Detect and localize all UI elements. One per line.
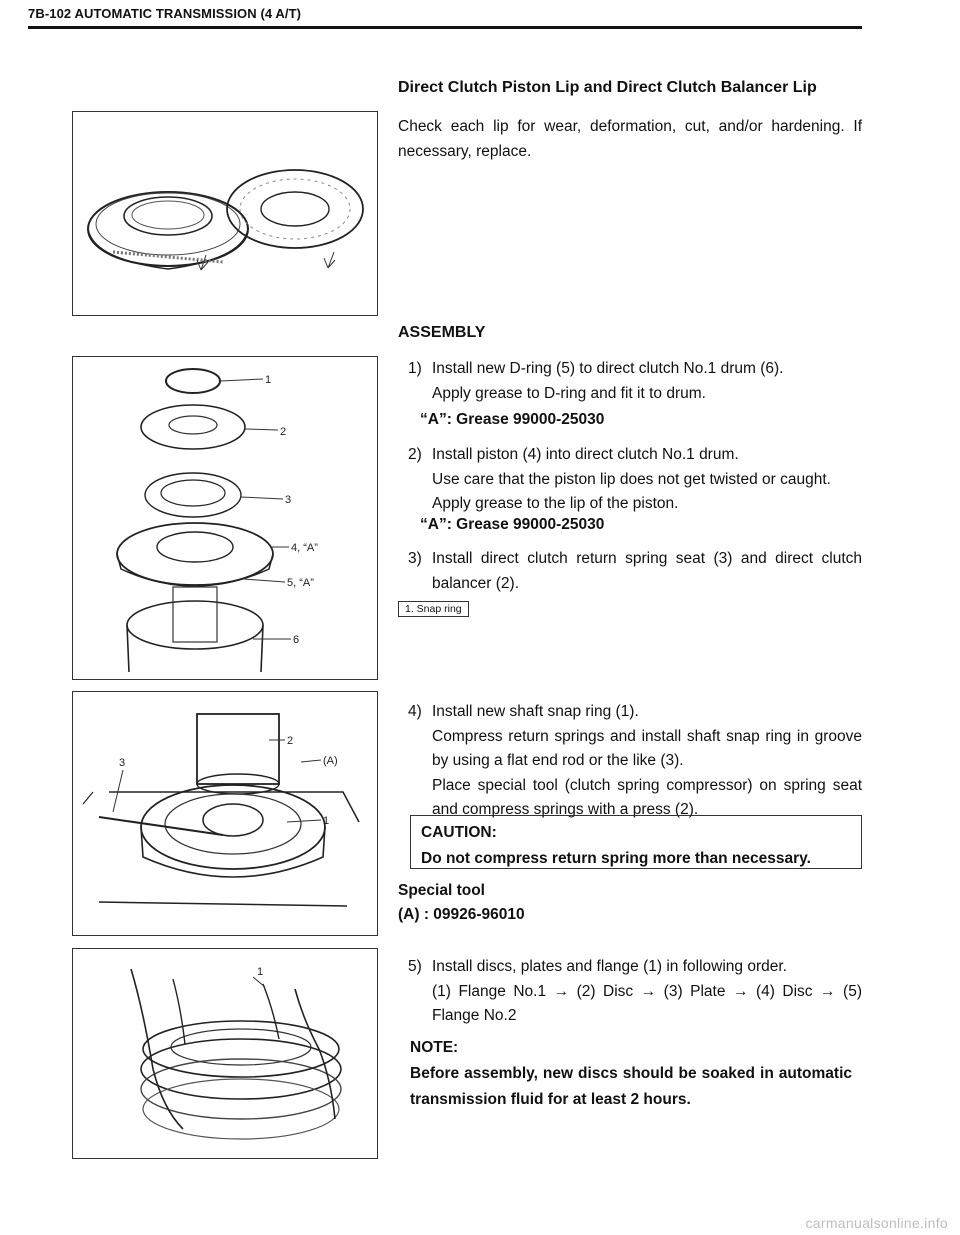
- grease-spec-2: “A”: Grease 99000-25030: [420, 516, 605, 533]
- fig3-label-1: 1: [323, 815, 330, 827]
- grease-spec-1: “A”: Grease 99000-25030: [420, 411, 605, 428]
- figure-piston-balancer-lips: [72, 111, 378, 316]
- assembly-step-4: 4) Install new shaft snap ring (1). Compress return springs and install shaft snap ring in groove by using a flat end rod or the like (3). Place special tool (clutch spring compressor) on spring seat and compress springs with a press (2).: [408, 703, 862, 818]
- section-title-lip-check: Direct Clutch Piston Lip and Direct Clutch Balancer Lip: [398, 79, 817, 96]
- assembly-heading: ASSEMBLY: [398, 324, 486, 341]
- fig2-label-4: 4, “A”: [291, 542, 318, 554]
- special-tool-label: Special tool: [398, 882, 485, 899]
- assembly-step-2: 2) Install piston (4) into direct clutch No.1 drum. Use care that the piston lip does not get twisted or caught. Apply grease to the lip of the piston.: [408, 446, 831, 512]
- header-rule: [28, 26, 862, 29]
- fig3-label-2: 2: [287, 735, 294, 747]
- watermark: carmanualsonline.info: [805, 1215, 948, 1231]
- fig2-label-1: 1: [265, 374, 272, 386]
- fig2-label-3: 3: [285, 494, 292, 506]
- fig2-label-5: 5, “A”: [287, 577, 314, 589]
- note-block: NOTE: Before assembly, new discs should be soaked in automatic transmission fluid for at least 2 hours.: [410, 1039, 852, 1108]
- figure-install-discs: [72, 948, 378, 1159]
- figure-snap-ring-install: [72, 691, 378, 936]
- fig2-label-2: 2: [280, 426, 287, 438]
- page-header: 7B-102 AUTOMATIC TRANSMISSION (4 A/T): [28, 6, 302, 21]
- assembly-step-1: 1) Install new D-ring (5) to direct clutch No.1 drum (6). Apply grease to D-ring and fit it to drum.: [408, 360, 784, 402]
- figure-exploded-clutch-assembly: [72, 356, 378, 680]
- assembly-step-5: 5) Install discs, plates and flange (1) in following order. (1) Flange No.1 → (2) Disc → (3) Plate → (4) Disc → (5) Flange No.2: [408, 958, 862, 1024]
- fig2-label-6: 6: [293, 634, 300, 646]
- fig4-label-1: 1: [257, 966, 264, 978]
- figure-legend: 1. Snap ring: [398, 601, 469, 617]
- fig3-label-a: (A): [323, 755, 338, 767]
- special-tool-value: (A) : 09926-96010: [398, 906, 525, 923]
- caution-box: CAUTION: Do not compress return spring more than necessary.: [410, 815, 862, 869]
- lip-check-paragraph: Check each lip for wear, deformation, cut, and/or hardening. If necessary, replace.: [398, 118, 862, 160]
- assembly-step-3: 3) Install direct clutch return spring seat (3) and direct clutch balancer (2).: [408, 550, 862, 592]
- fig3-label-3: 3: [119, 757, 126, 769]
